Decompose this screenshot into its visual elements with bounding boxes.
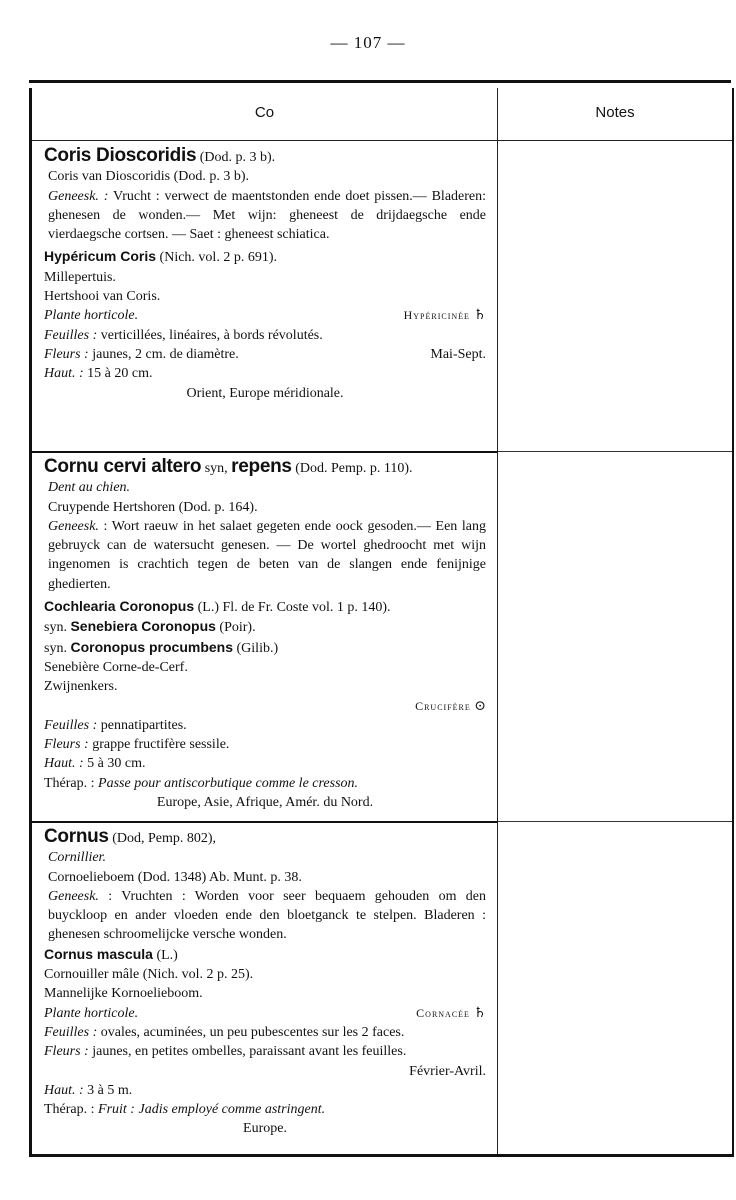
leaves-label: Feuilles : (44, 327, 98, 343)
height-label: Haut. : (44, 366, 84, 382)
geneesk-paragraph: Geneesk. : Vrucht : verwect de maentstonden ende doet pissen.— Bladeren: ghenesen de wonden.— Met wijn: gheneest de drijdaegsche ende vierdaegsche cortsen. — Saet : gheneest schiatica. (48, 188, 487, 243)
family-name: Cornacée (416, 1005, 470, 1020)
header-rule (32, 140, 732, 141)
entry-coris (44, 146, 486, 403)
flowering-period: Février-Avril. (409, 1063, 486, 1079)
french-vernacular: Dent au chien. (48, 480, 131, 496)
therapy-text: Passe pour antiscorbutique comme le cresson. (98, 775, 359, 791)
plant-type: Plante horticole. (44, 308, 139, 324)
family-row (44, 697, 486, 716)
entry-title: Cornu cervi altero (44, 456, 202, 477)
header-main-column: Co (254, 104, 275, 121)
origin: Orient, Europe méridionale. (186, 385, 344, 401)
species-reference: (L.) Fl. de Fr. Coste vol. 1 p. 140). (197, 600, 391, 616)
dutch-name: Cornoelieboem (Dod. 1348) Ab. Munt. p. 38. (48, 869, 302, 885)
flowers-row (44, 345, 486, 364)
synonym-2: syn. Coronopus procumbens (Gilib.) (44, 638, 279, 656)
leaves-text: ovales, acuminées, un peu pubescentes sur les 2 faces. (100, 1024, 405, 1040)
species-name: Cochlearia Coronopus (44, 598, 195, 615)
flowers-text: grappe fructifère sessile. (92, 737, 230, 753)
origin: Europe. (243, 1121, 287, 1137)
table-frame (29, 88, 734, 1157)
entry-reference: (Dod, Pemp. 802), (112, 831, 217, 846)
entry-cornus (44, 827, 486, 1139)
geneesk-paragraph: Geneesk. : Wort raeuw in het salaet gegeten ende oock gesoden.— Een lang gebruyck can de watersucht genesen. — De wortel ghedroocht met wijn ingenomen is crachtich tegen de beten van de slangen ende fenijnige ghedierten. (48, 518, 486, 592)
dutch-name: Coris van Dioscoridis (Dod. p. 3 b). (48, 169, 250, 185)
species-reference: (Nich. vol. 2 p. 691). (159, 250, 277, 266)
entry-cornu-cervi: Cornu cervi altero syn, repens (Dod. Pemp. p. 110). Dent au chien. Cruypende Hertshoren (Dod. p. 164). Geneesk. : Wort raeuw in het salaet gegeten ende oock gesoden.— Een lang gebruyck can de watersucht genesen. — De wortel ghedroocht met wijn ingenomen is crachtich tegen de beten van de slangen ende fenijnige ghedierten. Cochlearia Coronopus (L.) Fl. de Fr. Coste vol. 1 p. 140). syn. Senebiera Coronopus (Poir). syn. Coronopus procumbens (Gilib.) Senebière Corne-de-Cerf. Zwijnenkers. Crucifère ⊙ Feuilles : pennatipartites. Fleurs : grappe fructifère sessile. Haut. : 5 à 30 cm. Thérap. : Passe pour antiscorbutique comme le cresson. Europe, Asie, Afrique, Amér. du Nord. (44, 457, 486, 812)
height-text: 5 à 30 cm. (87, 756, 146, 772)
french-vernacular: Cornillier. (48, 850, 106, 866)
perennial-symbol: ♄ (473, 308, 486, 324)
flowers-label: Fleurs : (44, 737, 89, 753)
dutch-common-name: Zwijnenkers. (44, 679, 118, 695)
column-divider (497, 88, 498, 1154)
entry-reference: (Dod. Pemp. p. 110). (295, 461, 413, 476)
species-name: Cornus mascula (44, 945, 153, 962)
french-name: Cornouiller mâle (Nich. vol. 2 p. 25). (44, 967, 254, 983)
family-name: Hypéricinée (403, 308, 470, 323)
dutch-name: Cruypende Hertshoren (Dod. p. 164). (48, 499, 258, 515)
therapy-label: Thérap. : (44, 775, 95, 791)
french-name: Millepertuis. (44, 269, 116, 285)
section-divider-2 (32, 821, 497, 823)
therapy-label: Thérap. : (44, 1102, 95, 1118)
flowers-text: jaunes, en petites ombelles, paraissant avant les feuilles. (92, 1044, 407, 1060)
plant-type: Plante horticole. (44, 1005, 139, 1021)
fruit-label: Fruit : (98, 1102, 135, 1118)
height-text: 15 à 20 cm. (87, 366, 153, 382)
flowers-text: jaunes, 2 cm. de diamètre. (92, 346, 239, 362)
french-name: Senebière Corne-de-Cerf. (44, 659, 188, 675)
species-name: Hypéricum Coris (44, 248, 157, 265)
species-reference: (L.) (156, 947, 178, 963)
flowers-label: Fleurs : (44, 346, 89, 362)
dutch-common-name: Hertshooi van Coris. (44, 289, 161, 305)
plant-family-row (44, 306, 486, 325)
height-text: 3 à 5 m. (87, 1082, 133, 1098)
dutch-common-name: Mannelijke Kornoelieboom. (44, 986, 203, 1002)
leaves-text: verticillées, linéaires, à bords révolutés. (100, 327, 323, 343)
synonym-1: syn. Senebiera Coronopus (Poir). (44, 618, 256, 636)
page-number: — 107 — (330, 33, 406, 52)
flowering-period: Mai-Sept. (430, 346, 486, 362)
therapy-text: Jadis employé comme astringent. (138, 1102, 326, 1118)
top-rule (29, 80, 731, 83)
height-label: Haut. : (44, 756, 84, 772)
notes-divider-1 (498, 451, 732, 452)
height-label: Haut. : (44, 1082, 84, 1098)
header-notes-column: Notes (595, 104, 635, 121)
section-divider-1 (32, 451, 497, 453)
leaves-label: Feuilles : (44, 1024, 98, 1040)
entry-reference: (Dod. p. 3 b). (199, 150, 276, 165)
notes-divider-2 (498, 821, 732, 822)
geneesk-paragraph: Geneesk. : Vruchten : Worden voor seer bequaem gehouden om den buyckloop en ander vloeden ende den bloetganck te stelpen. Bladeren : ghenesen schroomelijcke versche wonden. (48, 888, 487, 943)
family-name: Crucifère (415, 698, 471, 713)
flowers-label: Fleurs : (44, 1044, 89, 1060)
annual-symbol: ⊙ (474, 698, 486, 714)
entry-title: Coris Dioscoridis (44, 145, 197, 166)
origin: Europe, Asie, Afrique, Amér. du Nord. (156, 795, 374, 811)
perennial-symbol: ♄ (473, 1005, 486, 1021)
leaves-label: Feuilles : (44, 717, 98, 733)
plant-family-row (44, 1004, 486, 1023)
leaves-text: pennatipartites. (100, 717, 187, 733)
entry-title: Cornus (44, 826, 109, 847)
